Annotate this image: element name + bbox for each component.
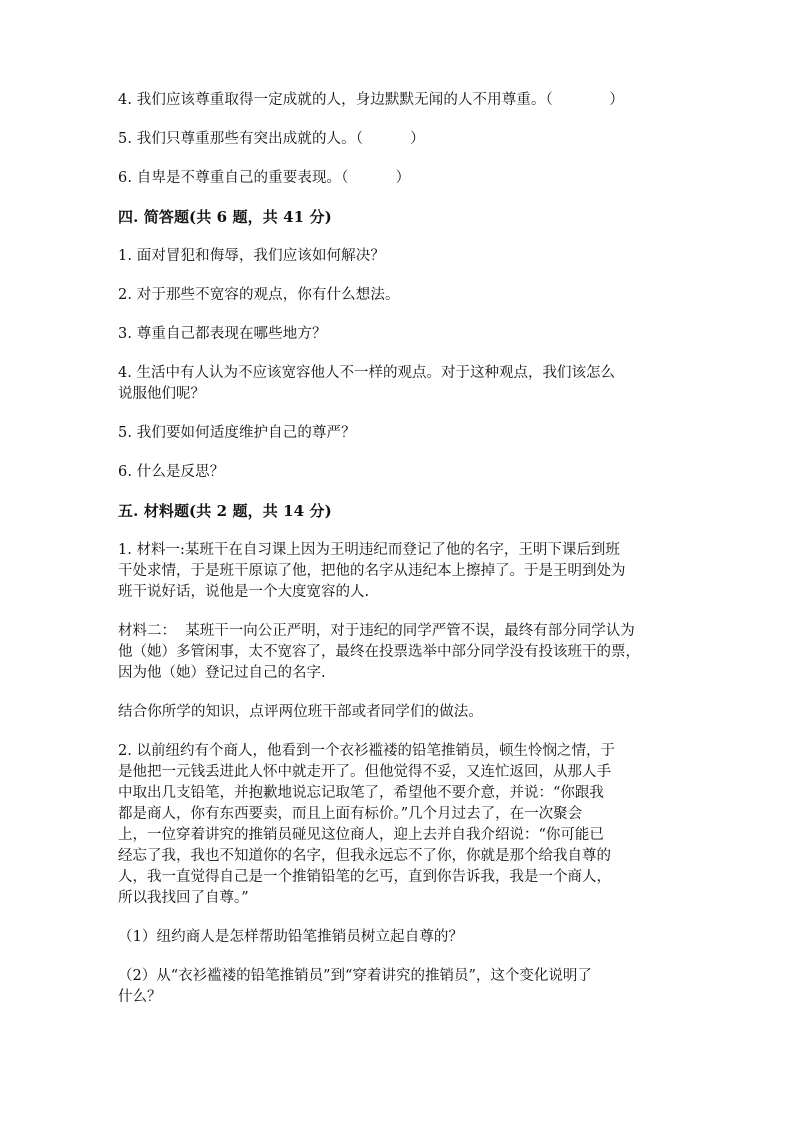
short-answer-question-5: 5. 我们要如何适度维护自己的尊严？ [118,425,356,441]
short-answer-question-4 [118,363,678,405]
material-2-line: 他（她）多管闲事，太不宽容了，最终在投票选举中部分同学没有投该班干的票， [118,644,640,660]
material-question-2-line: 上，一位穿着讲究的推销员碰见这位商人，迎上去并自我介绍说：“你可能已 [118,827,604,843]
short-answer-question-3: 3. 尊重自己都表现在哪些地方？ [118,326,327,342]
material-subquestion-2-line-2: 什么？ [118,989,162,1005]
short-answer-question-2: 2. 对于那些不宽容的观点，你有什么想法。 [118,287,400,303]
material-heading: 五. 材料题(共 2 题，共 14 分) [118,502,332,520]
material-1-line: 干处求情，于是班干原谅了他，把他的名字从违纪本上擦掉了。于是王明到处为 [118,563,626,579]
document-page [118,90,678,1026]
material-question-2-line: 是他把一元钱丢进此人怀中就走开了。但他觉得不妥，又连忙返回，从那人手 [118,764,611,780]
short-answer-question-1: 1. 面对冒犯和侮辱，我们应该如何解决？ [118,248,385,264]
material-1-text [118,540,678,603]
material-1-line: 1. 材料一:某班干在自习课上因为王明违纪而登记了他的名字，王明下课后到班 [118,542,620,558]
material-2-line: 材料二： 某班干一向公正严明，对于违纪的同学严管不误，最终有部分同学认为 [118,623,635,639]
material-question-2-text [118,741,678,909]
material-1-question: 结合你所学的知识，点评两位班干部或者同学们的做法。 [118,704,483,720]
judgement-question-4: 4. 我们应该尊重取得一定成就的人，身边默默无闻的人不用尊重。（ ） [118,92,625,108]
material-1-line: 班干说好话，说他是一个大度宽容的人. [118,584,370,600]
material-subquestion-1: （1）纽约商人是怎样帮助铅笔推销员树立起自尊的？ [118,929,464,945]
material-question-2-line: 都是商人，你有东西要卖，而且上面有标价。”几个月过去了，在一次聚会 [118,806,583,822]
short-answer-question-4-line-2: 说服他们呢？ [118,386,205,402]
material-question-2-line: 所以我找回了自尊。” [118,890,249,906]
judgement-question-6: 6. 自卑是不尊重自己的重要表现。（ ） [118,170,411,186]
material-question-2-line: 人，我一直觉得自己是一个推销铅笔的乞丐，直到你告诉我，我是一个商人， [118,869,611,885]
material-question-2-line: 2. 以前纽约有个商人，他看到一个衣衫褴褛的铅笔推销员，顿生怜悯之情，于 [118,743,615,759]
short-answer-question-4-line-1: 4. 生活中有人认为不应该宽容他人不一样的观点。对于这种观点，我们该怎么 [118,365,615,381]
material-subquestion-2 [118,966,678,1008]
short-answer-question-6: 6. 什么是反思？ [118,464,225,480]
short-answer-heading: 四. 简答题(共 6 题，共 41 分) [118,208,332,226]
material-2-line: 因为他（她）登记过自己的名字. [118,665,326,681]
material-2-text [118,621,678,684]
material-subquestion-2-line-1: （2）从“衣衫褴褛的铅笔推销员”到“穿着讲究的推销员”，这个变化说明了 [118,968,592,984]
judgement-question-5: 5. 我们只尊重那些有突出成就的人。（ ） [118,131,425,147]
material-question-2-line: 中取出几支铅笔，并抱歉地说忘记取笔了，希望他不要介意，并说：“你跟我 [118,785,604,801]
material-question-2-line: 经忘了我，我也不知道你的名字，但我永远忘不了你，你就是那个给我自尊的 [118,848,611,864]
